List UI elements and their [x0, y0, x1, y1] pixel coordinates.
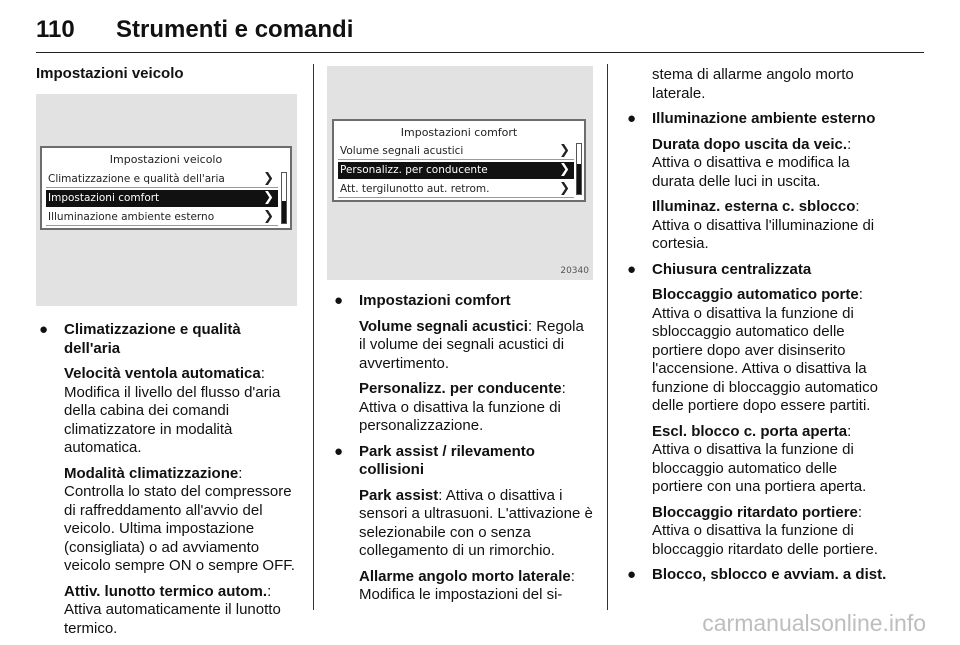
- screen-image-vehicle-settings: [36, 94, 297, 306]
- chevron-right-icon: ❯: [263, 209, 274, 224]
- column-2-text: [331, 292, 593, 612]
- display-panel: [332, 119, 586, 202]
- screen-image-comfort-settings: [327, 66, 593, 280]
- menu-item: [338, 143, 574, 160]
- bullet-title: Impostazioni comfort: [359, 292, 511, 309]
- setting-paragraph: [652, 198, 890, 254]
- menu-item-label: Impostazioni comfort: [48, 192, 160, 204]
- menu-item-label: Illuminazione ambiente esterno: [48, 211, 215, 223]
- bullet-item: [36, 321, 300, 638]
- setting-term: Park assist: [359, 486, 439, 504]
- bullet-title: Park assist / rilevamento collisioni: [359, 442, 535, 478]
- chevron-right-icon: ❯: [559, 162, 570, 177]
- setting-term: Durata dopo uscita da veic.: [652, 135, 848, 153]
- column-1-text: [36, 321, 300, 645]
- setting-paragraph: [64, 365, 300, 458]
- chevron-right-icon: ❯: [559, 181, 570, 196]
- setting-description: : Attiva o disattiva la funzione di sbloccaggio automatico delle portiere dopo aver disinserito l'accensione. Attiva o disattiva la funzione di bloccaggio automatico delle portiere dopo essere partiti.: [652, 286, 878, 414]
- scrollbar: [281, 172, 287, 224]
- menu-item: [46, 171, 278, 188]
- setting-description: : Attiva o disattiva e modifica la durata delle luci in uscita.: [652, 135, 852, 190]
- bullet-icon: ●: [627, 566, 637, 583]
- bullet-title: Blocco, sblocco e avviam. a dist.: [652, 566, 887, 583]
- column-3-text: [624, 66, 890, 592]
- column-divider: [313, 64, 314, 610]
- setting-paragraph: [359, 568, 593, 605]
- setting-description: : Attiva o disattiva la funzione di bloccaggio ritardato delle portiere.: [652, 503, 878, 558]
- section-title: Impostazioni veicolo: [36, 65, 184, 82]
- scrollbar-thumb: [577, 164, 581, 194]
- setting-term: Personalizz. per conducente: [359, 380, 562, 397]
- setting-description: : Modifica le impostazioni del si-: [359, 567, 575, 603]
- screen-title: Impostazioni veicolo: [109, 153, 223, 166]
- setting-term: Escl. blocco c. porta aperta: [652, 422, 848, 440]
- setting-paragraph: [359, 487, 593, 561]
- bullet-icon: ●: [627, 260, 637, 278]
- setting-term: Velocità ventola automatica: [64, 365, 261, 382]
- setting-term: Bloccaggio ritardato portiere: [652, 503, 858, 521]
- page-header: [36, 12, 924, 53]
- setting-description: : Regola il volume dei segnali acustici di avvertimento.: [359, 317, 584, 372]
- bullet-item: [331, 443, 593, 605]
- chevron-right-icon: ❯: [263, 190, 274, 205]
- scrollbar-thumb: [282, 201, 286, 223]
- bullet-title: Illuminazione ambiente esterno: [652, 110, 876, 127]
- bullet-title: Chiusura centralizzata: [652, 260, 812, 278]
- bullet-icon: ●: [334, 292, 344, 309]
- setting-term: Allarme angolo morto laterale: [359, 567, 571, 585]
- menu-item: [338, 181, 574, 198]
- bullet-icon: ●: [39, 321, 49, 338]
- setting-description: : Attiva o disattiva la funzione di personalizzazione.: [359, 380, 566, 434]
- bullet-item: [624, 110, 890, 254]
- column-divider: [607, 64, 608, 610]
- continued-paragraph: stema di allarme angolo morto laterale.: [652, 66, 854, 102]
- setting-paragraph: [64, 465, 300, 576]
- bullet-item: [331, 292, 593, 436]
- bullet-item: [624, 566, 890, 585]
- menu-item-label: Climatizzazione e qualità dell'aria: [48, 173, 225, 185]
- chevron-right-icon: ❯: [263, 171, 274, 186]
- setting-term: Illuminaz. esterna c. sblocco: [652, 198, 856, 215]
- chapter-title: Strumenti e comandi: [116, 16, 354, 43]
- setting-description: : Attiva o disattiva i sensori a ultrasuoni. L'attivazione è selezionabile con o senza collegamento di un rimorchio.: [359, 486, 593, 559]
- chevron-right-icon: ❯: [559, 143, 570, 158]
- menu-item-selected: [46, 190, 278, 207]
- display-panel: [40, 146, 292, 230]
- bullet-item: [624, 261, 890, 560]
- bullet-icon: ●: [334, 442, 344, 460]
- setting-description: : Attiva o disattiva la funzione di bloccaggio automatico delle portiere con una portiera aperta.: [652, 422, 867, 495]
- setting-term: Modalità climatizzazione: [64, 464, 239, 482]
- setting-description: : Attiva automaticamente il lunotto termico.: [64, 582, 281, 637]
- setting-paragraph: [652, 136, 890, 192]
- setting-paragraph: [652, 423, 890, 497]
- page-number: 110: [36, 16, 75, 43]
- setting-paragraph: [359, 318, 593, 374]
- setting-paragraph: [652, 504, 890, 560]
- setting-description: : Attiva o disattiva l'illuminazione di cortesia.: [652, 198, 875, 252]
- setting-term: Volume segnali acustici: [359, 317, 528, 335]
- setting-paragraph: [64, 583, 300, 639]
- watermark-logo: carmanualsonline.info: [702, 610, 926, 636]
- setting-description: : Modifica il livello del flusso d'aria della cabina dei comandi climatizzatore in modalità automatica.: [64, 365, 281, 456]
- scrollbar: [576, 143, 582, 195]
- menu-item-label: Personalizz. per conducente: [340, 164, 488, 176]
- menu-item-label: Att. tergilunotto aut. retrom.: [340, 183, 490, 195]
- screen-title: Impostazioni comfort: [400, 126, 518, 139]
- setting-description: : Controlla lo stato del compressore di raffreddamento all'avvio del veicolo. Ultima impostazione (consigliata) o ad avviamento veicolo sempre ON o sempre OFF.: [64, 464, 295, 574]
- menu-item-label: Volume segnali acustici: [340, 145, 464, 157]
- setting-paragraph: [359, 380, 593, 436]
- setting-term: Bloccaggio automatico porte: [652, 286, 859, 303]
- menu-item-selected: [338, 162, 574, 179]
- setting-term: Attiv. lunotto termico autom.: [64, 582, 268, 600]
- menu-item: [46, 209, 278, 226]
- image-reference-number: 20340: [560, 266, 589, 276]
- setting-paragraph: [652, 286, 890, 416]
- bullet-icon: ●: [627, 110, 637, 127]
- bullet-title: Climatizzazione e qualità dell'aria: [64, 321, 241, 357]
